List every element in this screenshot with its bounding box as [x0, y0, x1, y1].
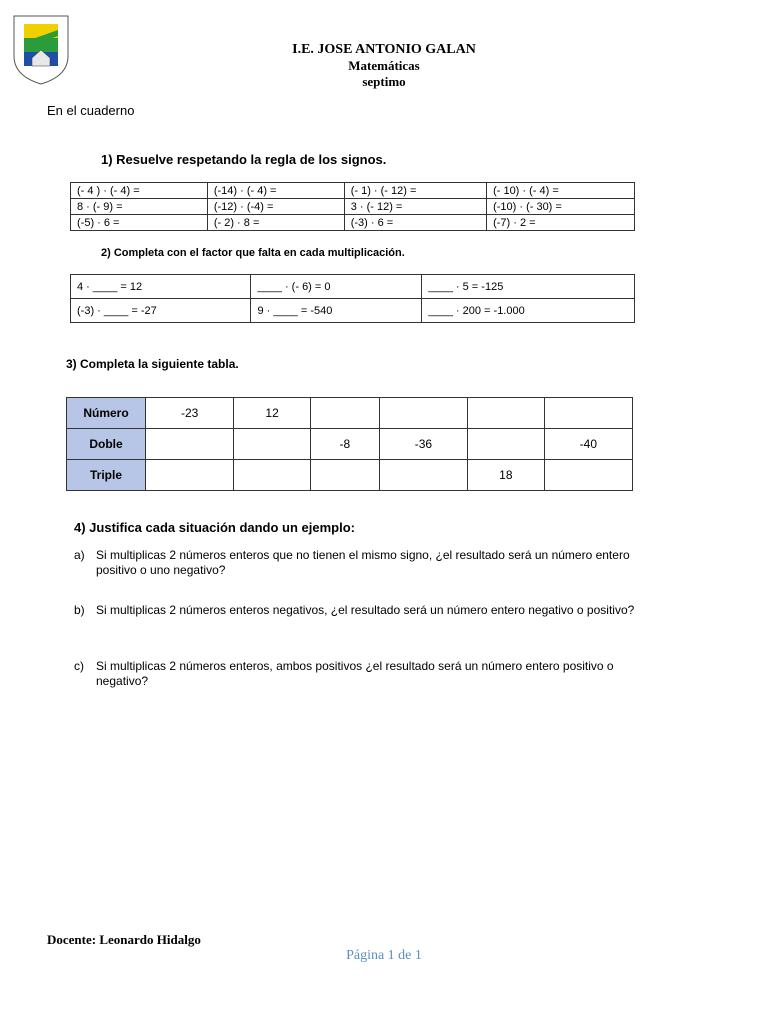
grade-name: septimo	[362, 74, 406, 89]
item-letter: b)	[74, 603, 85, 617]
question-c: Si multiplicas 2 números enteros, ambos positivos ¿el resultado será un número entero positivo o negativo?	[96, 659, 614, 688]
signs-table	[70, 182, 635, 231]
table-row	[71, 183, 635, 199]
section1-title: 1) Resuelve respetando la regla de los signos.	[101, 152, 387, 167]
table-cell: (-3) · ____ = -27	[71, 299, 251, 323]
item-letter: c)	[74, 659, 84, 673]
table-cell: 12	[234, 398, 311, 429]
table-cell: 4 · ____ = 12	[71, 275, 251, 299]
table-cell	[379, 398, 467, 429]
table-cell: 3 · (- 12) =	[344, 199, 486, 215]
table-cell	[468, 398, 545, 429]
section2-title: 2) Completa con el factor que falta en cada multiplicación.	[101, 247, 405, 259]
table-cell: (-10) · (- 30) =	[487, 199, 635, 215]
table-row	[71, 199, 635, 215]
table-cell: -36	[379, 429, 467, 460]
table-cell	[468, 429, 545, 460]
table-cell: (- 4 ) · (- 4) =	[71, 183, 208, 199]
table-cell: (- 2) · 8 =	[207, 215, 344, 231]
table-cell	[234, 429, 311, 460]
item-letter: a)	[74, 548, 85, 562]
table-cell: -23	[146, 398, 234, 429]
school-name: I.E. JOSE ANTONIO GALAN	[292, 42, 476, 57]
section3-title: 3) Completa la siguiente tabla.	[66, 357, 239, 371]
table-cell: (-14) · (- 4) =	[207, 183, 344, 199]
row-label-numero: Número	[67, 398, 146, 429]
table-cell: (-3) · 6 =	[344, 215, 486, 231]
table-cell: (-7) · 2 =	[487, 215, 635, 231]
double-triple-table	[66, 397, 633, 491]
teacher-name: Docente: Leonardo Hidalgo	[47, 932, 201, 947]
table-cell: 8 · (- 9) =	[71, 199, 208, 215]
table-cell	[310, 460, 379, 491]
table-cell	[310, 398, 379, 429]
table-row	[71, 299, 635, 323]
table-cell	[234, 460, 311, 491]
table-cell	[146, 460, 234, 491]
table-cell: 18	[468, 460, 545, 491]
table-cell: -40	[544, 429, 632, 460]
subject-name: Matemáticas	[348, 58, 420, 73]
table-cell: ____ · 200 = -1.000	[422, 299, 635, 323]
table-cell: (- 10) · (- 4) =	[487, 183, 635, 199]
table-row	[71, 215, 635, 231]
intro-text: En el cuaderno	[47, 103, 135, 118]
table-row	[67, 460, 633, 491]
table-cell: -8	[310, 429, 379, 460]
table-cell: (-5) · 6 =	[71, 215, 208, 231]
table-cell	[146, 429, 234, 460]
table-cell: 9 · ____ = -540	[251, 299, 422, 323]
table-cell: ____ · 5 = -125	[422, 275, 635, 299]
section4-title: 4) Justifica cada situación dando un ejemplo:	[74, 520, 355, 535]
page-number: Página 1 de 1	[346, 948, 422, 963]
question-a: Si multiplicas 2 números enteros que no tienen el mismo signo, ¿el resultado será un número entero positivo o uno negativo?	[96, 548, 630, 577]
table-row	[67, 398, 633, 429]
row-label-doble: Doble	[67, 429, 146, 460]
row-label-triple: Triple	[67, 460, 146, 491]
table-cell	[544, 398, 632, 429]
question-b: Si multiplicas 2 números enteros negativos, ¿el resultado será un número entero negativo o positivo?	[96, 603, 635, 617]
table-cell	[379, 460, 467, 491]
table-cell: (- 1) · (- 12) =	[344, 183, 486, 199]
table-row	[67, 429, 633, 460]
missing-factor-table	[70, 274, 635, 323]
table-cell: (-12) · (-4) =	[207, 199, 344, 215]
table-row	[71, 275, 635, 299]
table-cell: ____ · (- 6) = 0	[251, 275, 422, 299]
table-cell	[544, 460, 632, 491]
